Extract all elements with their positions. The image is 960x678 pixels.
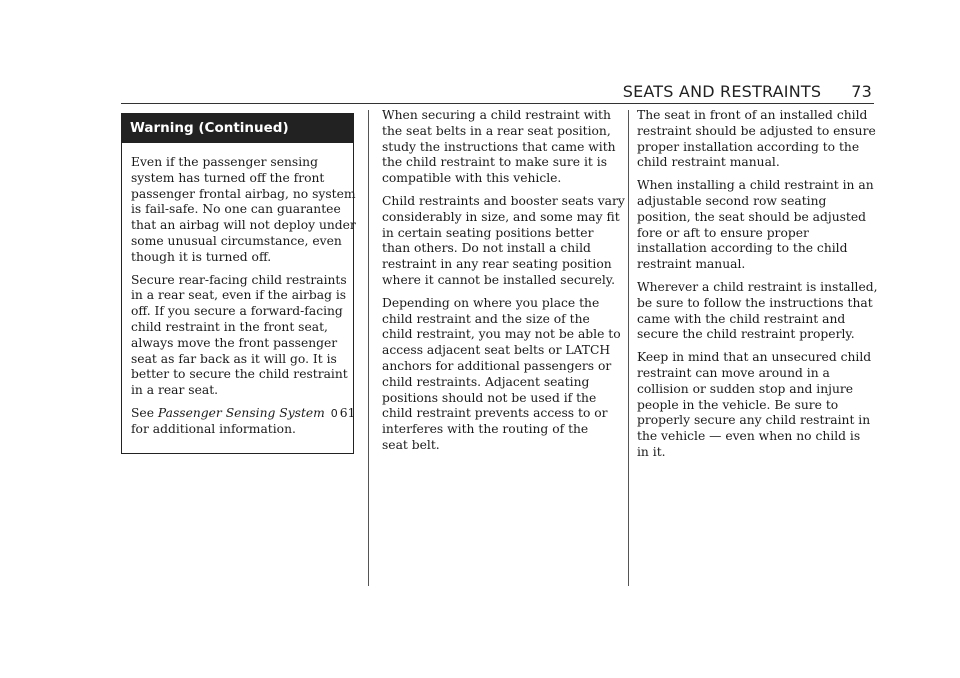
reference-link[interactable]: Passenger Sensing System	[157, 405, 325, 420]
text-line: interferes with the routing of the	[382, 422, 589, 437]
text-line: restraint should be adjusted to ensure	[637, 123, 876, 138]
text-line: child restraint manual.	[637, 155, 780, 170]
text-line: restraint in any rear seating position	[382, 257, 612, 272]
text-line: fore or aft to ensure proper	[637, 225, 809, 240]
column-2	[382, 108, 625, 461]
text-line: system has turned off the front	[131, 170, 325, 185]
text-line: restraint manual.	[637, 257, 746, 272]
warning-body	[122, 143, 356, 438]
section-title: SEATS AND RESTRAINTS	[622, 82, 822, 101]
paragraph	[637, 350, 875, 461]
text-line: access adjacent seat belts or LATCH	[382, 343, 611, 358]
page-arrow-icon: 0	[330, 406, 338, 420]
page-header	[623, 82, 872, 102]
warning-box	[121, 113, 354, 454]
text-line: Secure rear-facing child restraints	[131, 272, 347, 287]
warning-reference	[131, 405, 356, 438]
text-line: child restraint and the size of the	[382, 311, 590, 326]
header-rule	[121, 103, 874, 104]
text-line: passenger frontal airbag, no system	[131, 186, 356, 201]
text-line: is fail-safe. No one can guarantee	[131, 202, 341, 217]
column-3	[637, 108, 878, 468]
text-line: child restraint in the front seat,	[131, 319, 328, 334]
text-line: child restraints. Adjacent seating	[382, 374, 590, 389]
text-line: though it is turned off.	[131, 249, 272, 264]
text-line: compatible with this vehicle.	[382, 171, 562, 186]
paragraph	[131, 155, 356, 266]
paragraph	[637, 279, 878, 343]
text-line: Child restraints and booster seats vary	[382, 193, 625, 208]
page-number: 73	[851, 82, 872, 101]
text-line: seat belt.	[382, 437, 440, 452]
text-line: better to secure the child restraint	[131, 367, 348, 382]
column-divider-2	[628, 110, 629, 586]
text-line: always move the front passenger	[131, 335, 338, 350]
text-line: anchors for additional passengers or	[382, 358, 612, 373]
paragraph	[382, 108, 620, 187]
text-line: be sure to follow the instructions that	[637, 295, 873, 310]
text-line: installation according to the child	[637, 241, 848, 256]
text-line: The seat in front of an installed child	[637, 108, 868, 122]
paragraph	[131, 273, 347, 399]
text-line: the seat belts in a rear seat position,	[382, 123, 611, 138]
paragraph	[637, 178, 875, 273]
text-line: positions should not be used if the	[382, 390, 597, 405]
text-line: seat as far back as it will go. It is	[131, 351, 337, 366]
text-line: in certain seating positions better	[382, 225, 594, 240]
reference-see: See	[131, 405, 154, 420]
text-line: than others. Do not install a child	[382, 241, 591, 256]
text-line: adjustable second row seating	[637, 193, 827, 208]
column-3-paragraphs	[637, 108, 878, 461]
text-line: secure the child restraint properly.	[637, 327, 855, 342]
text-line: where it cannot be installed securely.	[382, 272, 616, 287]
text-line: in it.	[637, 444, 666, 459]
text-line: position, the seat should be adjusted	[637, 209, 867, 224]
text-line: the vehicle — even when no child is	[637, 429, 861, 444]
text-line: Even if the passenger sensing	[131, 155, 318, 169]
text-line: child restraint prevents access to or	[382, 406, 608, 421]
column-2-paragraphs	[382, 108, 625, 454]
text-line: in a rear seat.	[131, 383, 219, 398]
text-line: considerably in size, and some may fit	[382, 209, 620, 224]
text-line: people in the vehicle. Be sure to	[637, 397, 839, 412]
reference-tail: for additional information.	[131, 421, 296, 436]
text-line: properly secure any child restraint in	[637, 413, 871, 428]
reference-page[interactable]: 61	[339, 405, 356, 420]
paragraph	[382, 296, 620, 454]
text-line: that an airbag will not deploy under	[131, 218, 356, 233]
text-line: restraint can move around in a	[637, 365, 830, 380]
text-line: came with the child restraint and	[637, 311, 846, 326]
text-line: proper installation according to the	[637, 139, 860, 154]
paragraph	[637, 108, 875, 171]
warning-title: Warning (Continued)	[122, 114, 353, 143]
text-line: When installing a child restraint in an	[637, 178, 874, 193]
text-line: the child restraint to make sure it is	[382, 155, 608, 170]
text-line: study the instructions that came with	[382, 139, 616, 154]
text-line: When securing a child restraint with	[382, 108, 611, 122]
paragraph	[382, 193, 625, 289]
text-line: child restraint, you may not be able to	[382, 327, 621, 342]
text-line: some unusual circumstance, even	[131, 233, 342, 248]
column-divider-1	[368, 110, 369, 586]
text-line: in a rear seat, even if the airbag is	[131, 288, 347, 303]
text-line: Depending on where you place the	[382, 295, 600, 310]
text-line: Wherever a child restraint is installed,	[637, 279, 878, 294]
text-line: off. If you secure a forward-facing	[131, 304, 343, 319]
warning-paragraphs	[131, 155, 356, 399]
text-line: Keep in mind that an unsecured child	[637, 350, 872, 365]
text-line: collision or sudden stop and injure	[637, 381, 854, 396]
